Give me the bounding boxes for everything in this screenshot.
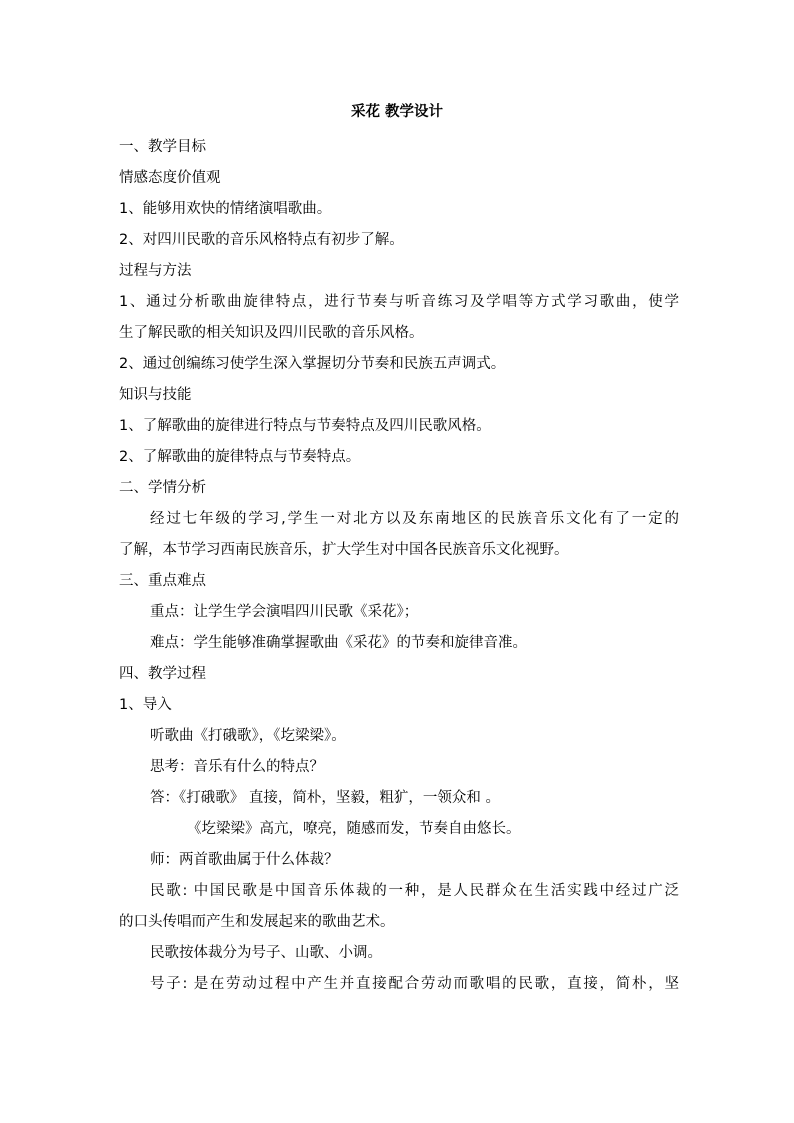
document-body (119, 132, 679, 1000)
paragraph-line: 四、教学过程 (119, 666, 206, 682)
paragraph-line: 《圪梁梁》高亢，嘹亮，随感而发，节奏自由悠长。 (187, 821, 521, 837)
paragraph-line: 的口头传唱而产生和发展起来的歌曲艺术。 (119, 914, 395, 930)
paragraph-line: 民歌: 中国民歌是中国音乐体裁的一种，是人民群众在生活实践中经过广泛 (150, 883, 679, 899)
paragraph-line: 2、了解歌曲的旋律特点与节奏特点。 (119, 449, 361, 465)
paragraph-line: 经过七年级的学习,学生一对北方以及东南地区的民族音乐文化有了一定的 (150, 511, 679, 527)
document-title: 采花 教学设计 (350, 104, 444, 120)
paragraph-line: 三、重点难点 (119, 573, 206, 589)
paragraph-line: 师：两首歌曲属于什么体裁？ (150, 852, 339, 868)
paragraph-line: 难点：学生能够准确掌握歌曲《采花》的节奏和旋律音准。 (150, 635, 527, 651)
paragraph-line: 2、通过创编练习使学生深入掌握切分节奏和民族五声调式。 (119, 356, 506, 372)
paragraph-line: 过程与方法 (119, 263, 192, 279)
paragraph-line: 了解，本节学习西南民族音乐，扩大学生对中国各民族音乐文化视野。 (119, 542, 569, 558)
paragraph-line: 生了解民歌的相关知识及四川民歌的音乐风格。 (119, 325, 424, 341)
paragraph-line: 号子: 是在劳动过程中产生并直接配合劳动而歌唱的民歌，直接，简朴，坚 (150, 976, 679, 992)
paragraph-line: 思考：音乐有什么的特点？ (150, 759, 324, 775)
paragraph-line: 知识与技能 (119, 387, 192, 403)
paragraph-line: 二、学情分析 (119, 480, 206, 496)
paragraph-line: 民歌按体裁分为号子、山歌、小调。 (150, 945, 382, 961)
paragraph-line: 答：《打硪歌》 直接，简朴，坚毅，粗犷，一领众和 。 (150, 790, 500, 806)
paragraph-line: 情感态度价值观 (119, 170, 221, 186)
paragraph-line: 听歌曲《打硪歌》，《圪梁梁》。 (150, 728, 346, 744)
paragraph-line: 2、对四川民歌的音乐风格特点有初步了解。 (119, 232, 404, 248)
paragraph-line: 1、通过分析歌曲旋律特点，进行节奏与听音练习及学唱等方式学习歌曲，使学 (119, 294, 679, 310)
paragraph-line: 一、教学目标 (119, 139, 206, 155)
paragraph-line: 重点：让学生学会演唱四川民歌《采花》； (150, 604, 419, 620)
paragraph-line: 1、了解歌曲的旋律进行特点与节奏特点及四川民歌风格。 (119, 418, 491, 434)
paragraph-line: 1、能够用欢快的情绪演唱歌曲。 (119, 201, 332, 217)
paragraph-line: 1、导入 (119, 697, 172, 713)
